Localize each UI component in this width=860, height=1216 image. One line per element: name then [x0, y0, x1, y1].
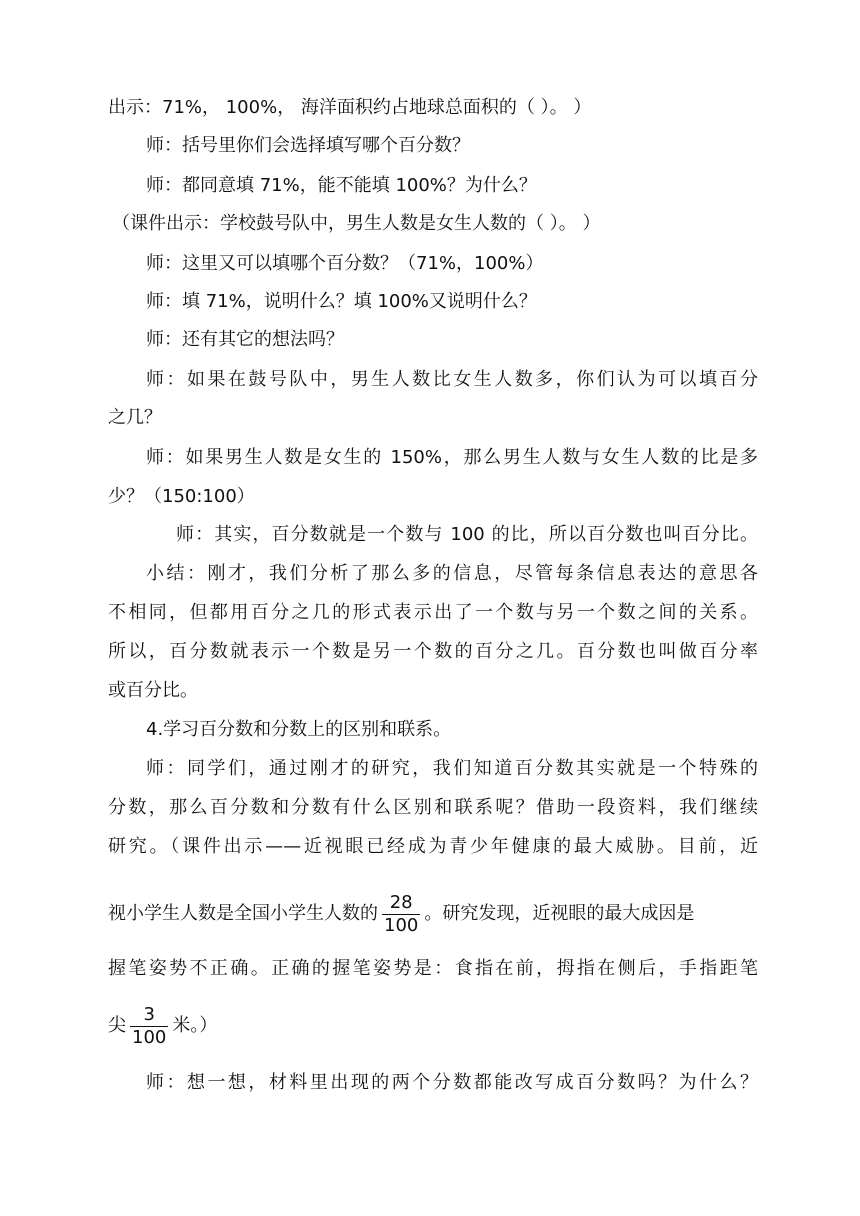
summary-line: 小结：刚才，我们分析了那么多的信息，尽管每条信息表达的意思各 [146, 563, 758, 584]
fraction-denominator: 100 [384, 914, 419, 936]
text-segment: 米。） [172, 1015, 218, 1036]
section-heading: 4.学习百分数和分数上的区别和联系。 [146, 719, 452, 740]
fraction-28-100 [382, 892, 420, 937]
text-line: 师：想一想，材料里出现的两个分数都能改写成百分数吗？为什么？ [146, 1072, 758, 1093]
summary-line: 或百分比。 [108, 680, 198, 701]
text-line: 师：如果在鼓号队中，男生人数比女生人数多，你们认为可以填百分 [146, 369, 758, 390]
text-segment: 视小学生人数是全国小学生人数的 [108, 903, 378, 924]
text-line: 握笔姿势不正确。正确的握笔姿势是：食指在前，拇指在侧后，手指距笔 [108, 958, 758, 979]
text-line-show: 出示：71%， 100%， 海洋面积约占地球总面积的（ ）。 ） [108, 97, 592, 118]
text-line: 研究。（课件出示——近视眼已经成为青少年健康的最大威胁。目前，近 [108, 836, 758, 857]
text-line: 师：这里又可以填哪个百分数？（71%，100%） [146, 253, 544, 274]
text-line: 分数，那么百分数和分数有什么区别和联系呢？借助一段资料，我们继续 [108, 797, 758, 818]
text-line: 师：括号里你们会选择填写哪个百分数？ [146, 135, 470, 156]
fraction-numerator: 3 [143, 1003, 155, 1025]
text-segment: 尖 [108, 1015, 126, 1036]
text-line: （课件出示：学校鼓号队中，男生人数是女生人数的（ ）。 ） [112, 213, 601, 234]
text-line: 师：如果男生人数是女生的 150%，那么男生人数与女生人数的比是多 [146, 447, 758, 468]
fraction-denominator: 100 [132, 1026, 167, 1048]
text-line: 少？（150:100） [108, 486, 255, 507]
text-line-with-fraction [108, 1000, 758, 1052]
text-line: 师：还有其它的想法吗？ [146, 329, 344, 350]
text-line-with-fraction [108, 888, 758, 940]
fraction-numerator: 28 [389, 891, 413, 913]
text-line: 师：其实，百分数就是一个数与 100 的比，所以百分数也叫百分比。 [176, 524, 758, 545]
text-line: 师：填 71%，说明什么？填 100%又说明什么？ [146, 291, 537, 312]
text-line: 师：同学们，通过刚才的研究，我们知道百分数其实就是一个特殊的 [146, 758, 758, 779]
text-line: 之几？ [108, 407, 162, 428]
summary-line: 所以，百分数就表示一个数是另一个数的百分之几。百分数也叫做百分率 [108, 641, 758, 662]
text-line: 师：都同意填 71%，能不能填 100%？为什么？ [146, 175, 537, 196]
text-segment: 。研究发现，近视眼的最大成因是 [424, 903, 695, 924]
summary-line: 不相同，但都用百分之几的形式表示出了一个数与另一个数之间的关系。 [108, 602, 758, 623]
fraction-3-100 [130, 1004, 168, 1049]
